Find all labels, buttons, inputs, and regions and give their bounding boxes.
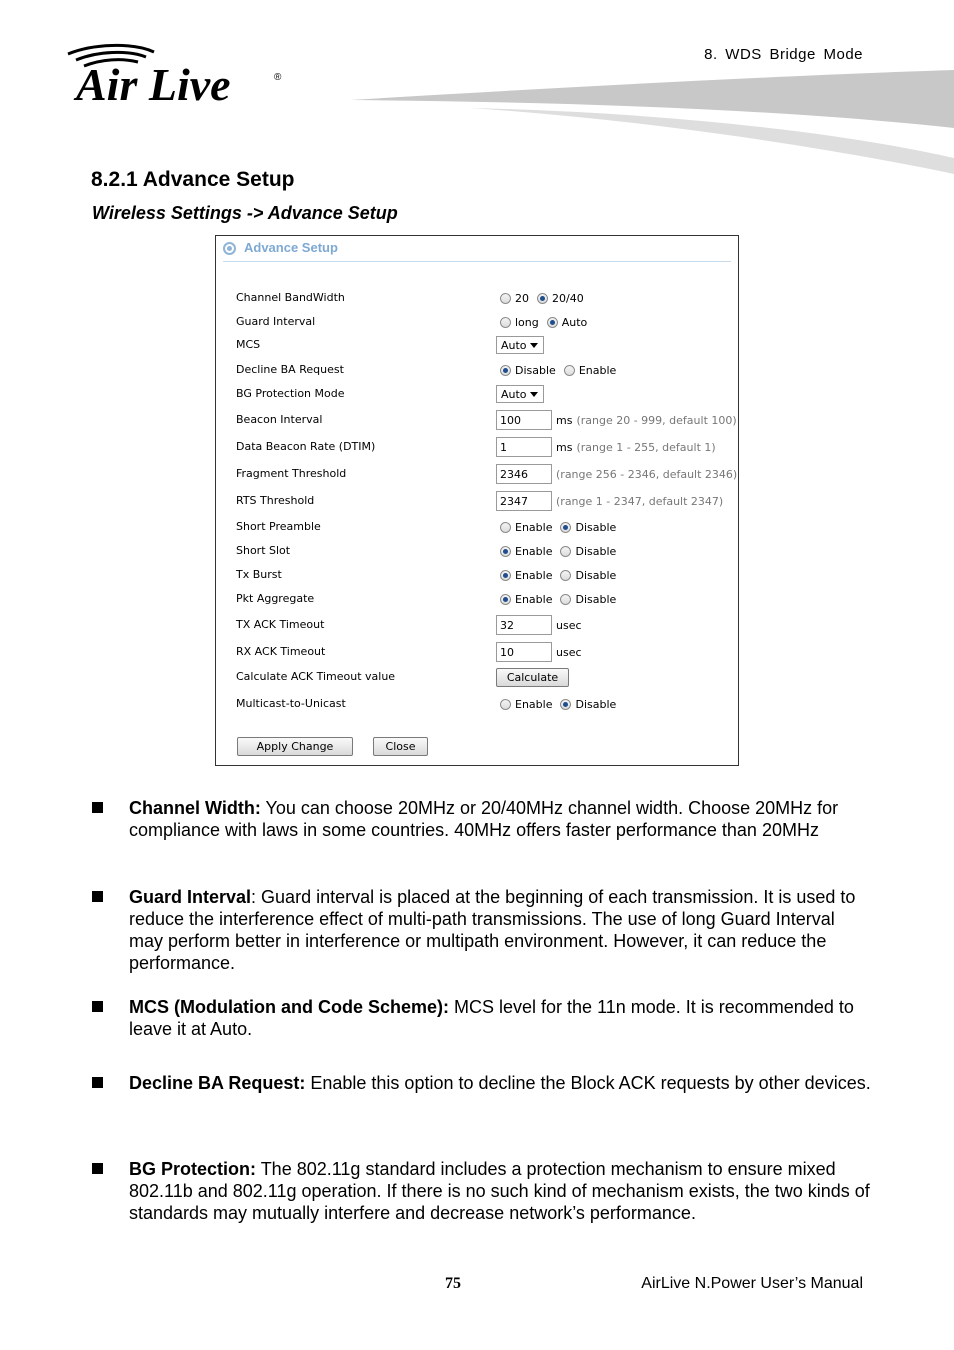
radio-pkt-aggregate-disable[interactable] (560, 594, 571, 605)
rts-threshold-input[interactable]: 2347 (496, 491, 552, 511)
option-label: Disable (575, 697, 617, 711)
bullet-term: BG Protection: (129, 1159, 257, 1179)
radio-short-slot-disable[interactable] (560, 546, 571, 557)
radio-bandwidth-20-40[interactable] (537, 293, 548, 304)
option-label: Auto (561, 315, 588, 329)
option-label: Disable (575, 520, 617, 534)
row-calculate-ack-timeout (236, 666, 736, 688)
option-label: Enable (515, 592, 553, 606)
bullet-decline-ba-request (92, 1072, 872, 1094)
bullet-term: Channel Width: (129, 798, 261, 818)
logo-graphic (62, 40, 292, 106)
beacon-interval-input[interactable]: 100 (496, 410, 552, 430)
row-label: RTS Threshold (236, 494, 315, 507)
row-label: MCS (236, 338, 261, 351)
bullet-text: The 802.11g standard includes a protection mechanism to ensure mixed 802.11b and 802.11g operation. If there is no such kind of mechanism exists, the two kinds of standards may mutually interfere and decrease network’s performance. (129, 1159, 870, 1223)
option-label: Disable (575, 592, 617, 606)
range-hint: (range 1 - 255, default 1) (576, 440, 716, 454)
bullet-square-icon (92, 1163, 103, 1174)
select-value: Auto (501, 387, 527, 401)
range-hint: (range 20 - 999, default 100) (576, 413, 737, 427)
row-mcs (236, 334, 736, 356)
radio-multicast-enable[interactable] (500, 699, 511, 710)
bullet-text: You can choose 20MHz or 20/40MHz channel width. Choose 20MHz for compliance with laws in some countries. 40MHz offers faster performance than 20MHz (129, 798, 839, 840)
radio-guard-auto[interactable] (547, 317, 558, 328)
unit-label: ms (556, 413, 573, 427)
bullet-square-icon (92, 1077, 103, 1088)
option-label: Disable (575, 568, 617, 582)
row-fragment-threshold (236, 463, 736, 485)
radio-tx-burst-disable[interactable] (560, 570, 571, 581)
radio-guard-long[interactable] (500, 317, 511, 328)
bullet-term: MCS (Modulation and Code Scheme): (129, 997, 450, 1017)
bullet-text: Enable this option to decline the Block ACK requests by other devices. (305, 1073, 871, 1093)
option-label: Enable (515, 697, 553, 711)
row-rx-ack-timeout (236, 641, 736, 663)
option-label: Enable (515, 568, 553, 582)
option-label: Disable (515, 363, 556, 377)
section-path: Wireless Settings -> Advance Setup (92, 203, 398, 223)
svg-text:®: ® (274, 72, 282, 83)
chapter-heading: 8. WDS Bridge Mode (704, 46, 863, 63)
radio-short-preamble-disable[interactable] (560, 522, 571, 533)
row-short-preamble (236, 516, 736, 538)
radio-decline-ba-enable[interactable] (564, 365, 575, 376)
panel-title: Advance Setup (244, 240, 338, 255)
row-dtim (236, 436, 736, 458)
row-rts-threshold (236, 490, 736, 512)
advance-setup-panel (215, 235, 739, 766)
row-short-slot (236, 540, 736, 562)
option-label: 20 (515, 291, 529, 305)
option-label: Disable (575, 544, 617, 558)
range-hint: (range 1 - 2347, default 2347) (556, 494, 724, 508)
row-label: Calculate ACK Timeout value (236, 670, 396, 683)
mcs-select[interactable] (496, 336, 544, 354)
dropdown-arrow-icon (530, 392, 538, 397)
bullet-guard-interval (92, 886, 872, 974)
close-button[interactable]: Close (373, 737, 428, 756)
section-title: 8.2.1 Advance Setup (91, 168, 295, 191)
bullet-mcs (92, 996, 872, 1040)
calculate-button[interactable]: Calculate (496, 668, 569, 687)
unit-label: usec (556, 645, 582, 659)
row-label: Channel BandWidth (236, 291, 345, 304)
option-label: long (515, 315, 539, 329)
option-label: Enable (578, 363, 617, 377)
radio-bandwidth-20[interactable] (500, 293, 511, 304)
logo-text: Air Live (76, 59, 231, 106)
radio-decline-ba-disable[interactable] (500, 365, 511, 376)
bullet-text: : Guard interval is placed at the beginning of each transmission. It is used to reduce the interference effect of multi-path transmissions. The use of long Guard Interval may perform better in interference or multipath environment. However, it can reduce the performance. (129, 887, 856, 973)
row-multicast-to-unicast (236, 693, 736, 715)
row-label: Short Preamble (236, 520, 321, 533)
panel-title-bar (223, 240, 731, 262)
row-bg-protection-mode (236, 383, 736, 405)
row-label: TX ACK Timeout (236, 618, 325, 631)
row-label: Multicast-to-Unicast (236, 697, 346, 710)
airlive-logo (62, 40, 292, 106)
dtim-input[interactable]: 1 (496, 437, 552, 457)
radio-short-preamble-enable[interactable] (500, 522, 511, 533)
fragment-threshold-input[interactable]: 2346 (496, 464, 552, 484)
bullet-square-icon (92, 802, 103, 813)
bullet-term: Guard Interval (129, 887, 252, 907)
bullet-square-icon (92, 1001, 103, 1012)
row-label: Data Beacon Rate (DTIM) (236, 440, 376, 453)
rx-ack-timeout-input[interactable]: 10 (496, 642, 552, 662)
bullet-channel-width (92, 797, 872, 841)
manual-title: AirLive N.Power User’s Manual (641, 1275, 863, 1292)
radio-tx-burst-enable[interactable] (500, 570, 511, 581)
row-label: Pkt Aggregate (236, 592, 315, 605)
tx-ack-timeout-input[interactable]: 32 (496, 615, 552, 635)
unit-label: usec (556, 618, 582, 632)
row-guard-interval (236, 311, 736, 333)
option-label: 20/40 (552, 291, 584, 305)
row-label: Guard Interval (236, 315, 316, 328)
row-tx-ack-timeout (236, 614, 736, 636)
row-label: Beacon Interval (236, 413, 323, 426)
range-hint: (range 256 - 2346, default 2346) (556, 467, 738, 481)
row-label: Tx Burst (236, 568, 282, 581)
row-label: Fragment Threshold (236, 467, 347, 480)
unit-label: ms (556, 440, 573, 454)
bullet-term: Decline BA Request: (129, 1073, 306, 1093)
row-label: Short Slot (236, 544, 291, 557)
page-number: 75 (445, 1275, 461, 1292)
apply-change-button[interactable]: Apply Change (237, 737, 353, 756)
radio-multicast-disable[interactable] (560, 699, 571, 710)
target-icon (223, 242, 236, 255)
bullet-square-icon (92, 891, 103, 902)
radio-short-slot-enable[interactable] (500, 546, 511, 557)
dropdown-arrow-icon (530, 343, 538, 348)
header-swoosh (350, 68, 954, 178)
option-label: Enable (515, 544, 553, 558)
select-value: Auto (501, 338, 527, 352)
row-pkt-aggregate (236, 588, 736, 610)
row-label: BG Protection Mode (236, 387, 345, 400)
row-beacon-interval (236, 409, 736, 431)
option-label: Enable (515, 520, 553, 534)
bullet-bg-protection (92, 1158, 872, 1224)
row-tx-burst (236, 564, 736, 586)
row-label: RX ACK Timeout (236, 645, 326, 658)
radio-pkt-aggregate-enable[interactable] (500, 594, 511, 605)
row-label: Decline BA Request (236, 363, 344, 376)
row-channel-bandwidth (236, 287, 736, 309)
row-decline-ba-request (236, 359, 736, 381)
bg-protection-select[interactable] (496, 385, 544, 403)
bullet-text: MCS level for the 11n mode. It is recommended to leave it at Auto. (129, 997, 854, 1039)
